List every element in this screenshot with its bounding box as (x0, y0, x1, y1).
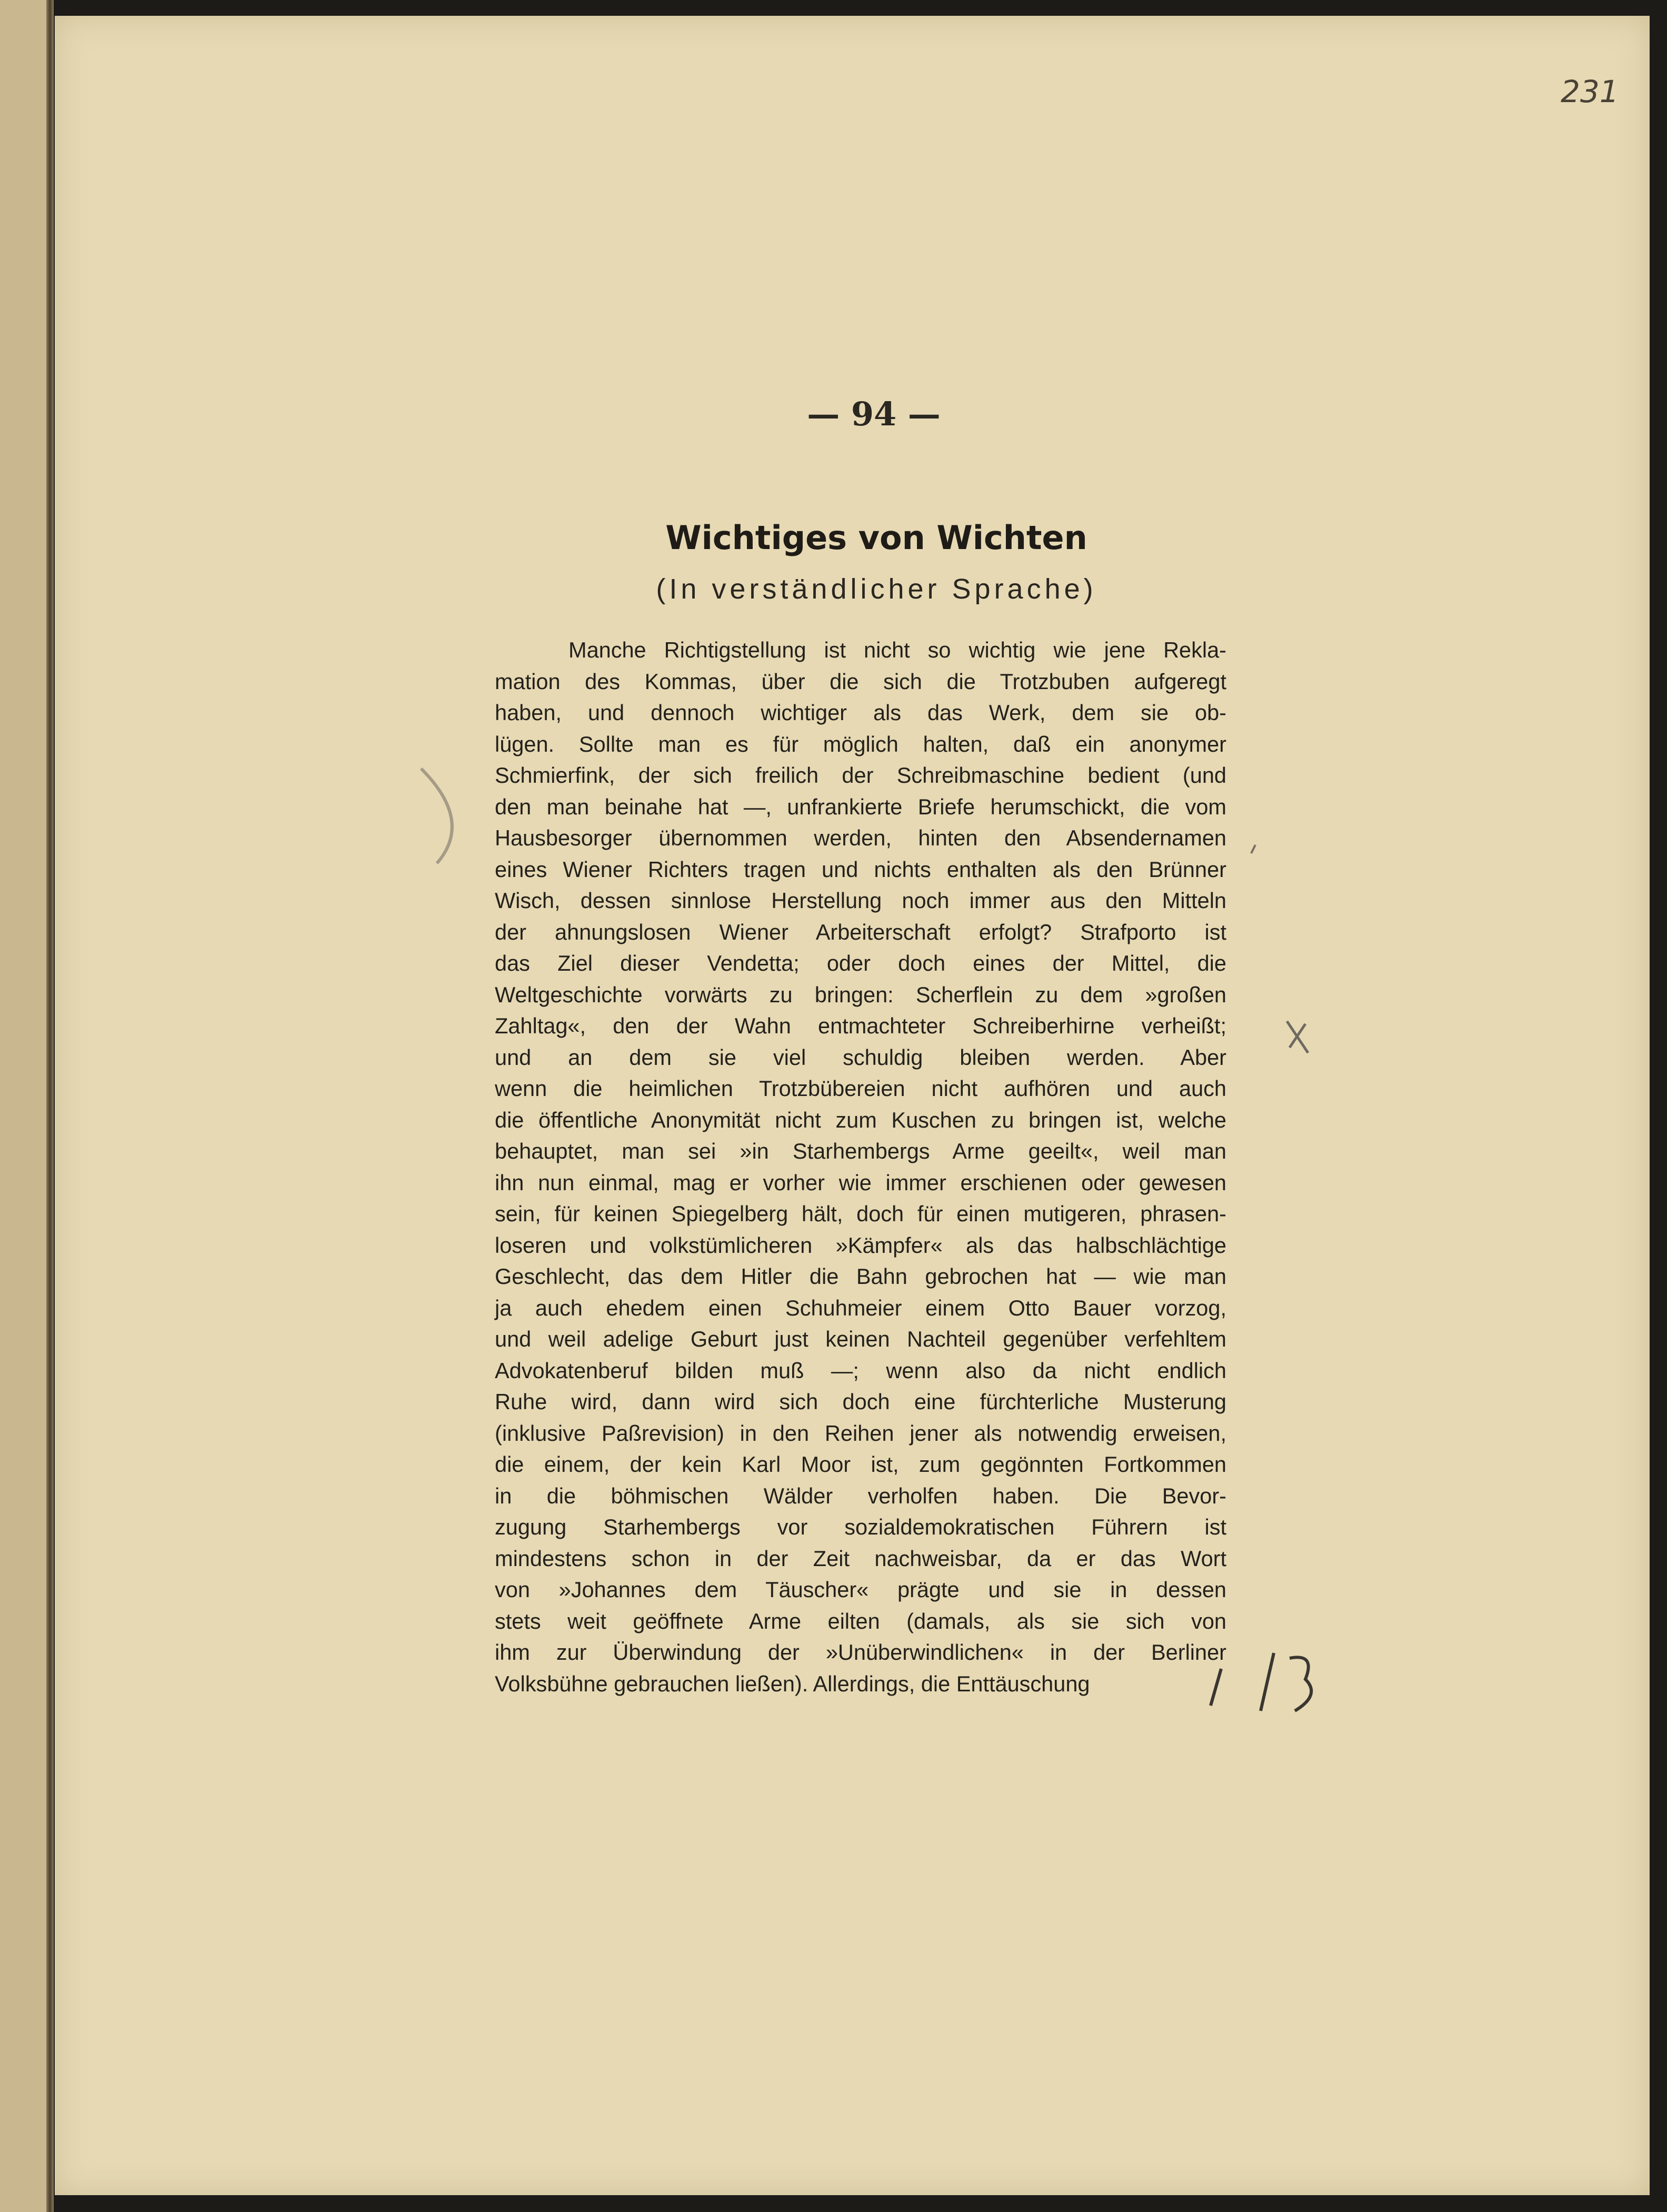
body-line: Wisch, dessen sinnlose Herstellung noch immer aus den Mitteln (495, 888, 1226, 913)
body-line: das Ziel dieser Vendetta; oder doch eines der Mittel, die (495, 951, 1226, 975)
body-line: sein, für keinen Spiegelberg hält, doch für einen mutigeren, phrasen- (495, 1201, 1226, 1226)
page-number: — 94 — (807, 395, 941, 433)
body-line: ja auch ehedem einen Schuhmeier einem Otto Bauer vorzog, (495, 1295, 1226, 1320)
body-line: Hausbesorger übernommen werden, hinten den Absendernamen (495, 825, 1226, 850)
body-line: Schmierfink, der sich freilich der Schreibmaschine bedient (und (495, 763, 1226, 788)
body-line: die öffentliche Anonymität nicht zum Kuschen zu bringen ist, welche (495, 1107, 1226, 1132)
body-line: und weil adelige Geburt just keinen Nachteil gegenüber verfehltem (495, 1327, 1226, 1351)
body-line: lügen. Sollte man es für möglich halten, daß ein anonymer (495, 731, 1226, 756)
archive-page-number: 231 (1561, 74, 1619, 109)
body-line: mation des Kommas, über die sich die Trotzbuben aufgeregt (495, 669, 1226, 694)
facing-page-edge (0, 0, 53, 2212)
body-line: mindestens schon in der Zeit nachweisbar, da er das Wort (495, 1546, 1226, 1571)
body-line: Ruhe wird, dann wird sich doch eine fürchterliche Musterung (495, 1389, 1226, 1414)
body-line: von »Johannes dem Täuscher« prägte und sie in dessen (495, 1577, 1226, 1602)
body-line: Volksbühne gebrauchen ließen). Allerdings, die Enttäuschung (495, 1671, 1090, 1696)
body-line: wenn die heimlichen Trotzbübereien nicht aufhören und auch (495, 1076, 1226, 1101)
body-line: Geschlecht, das dem Hitler die Bahn gebrochen hat — wie man (495, 1264, 1226, 1289)
body-line: zugung Starhembergs vor sozialdemokratischen Führern ist (495, 1514, 1226, 1539)
body-line: ihm zur Überwindung der »Unüberwindlichen« in der Berliner (495, 1640, 1226, 1665)
body-line: die einem, der kein Karl Moor ist, zum gegönnten Fortkommen (495, 1452, 1226, 1477)
body-line: den man beinahe hat —, unfrankierte Briefe herumschickt, die vom (495, 794, 1226, 819)
body-line: Zahltag«, den der Wahn entmachteter Schreiberhirne verheißt; (495, 1013, 1226, 1038)
body-line: Manche Richtigstellung ist nicht so wichtig wie jene Rekla- (568, 637, 1226, 662)
body-line: stets weit geöffnete Arme eilten (damals, als sie sich von (495, 1608, 1226, 1633)
body-line: (inklusive Paßrevision) in den Reihen jener als notwendig erweisen, (495, 1420, 1226, 1446)
body-line: haben, und dennoch wichtiger als das Werk, dem sie ob- (495, 700, 1226, 725)
body-line: behauptet, man sei »in Starhembergs Arme geeilt«, weil man (495, 1139, 1226, 1163)
body-line: der ahnungslosen Wiener Arbeiterschaft erfolgt? Strafporto ist (495, 919, 1226, 944)
body-line: ihn nun einmal, mag er vorher wie immer erschienen oder gewesen (495, 1170, 1226, 1195)
body-line: eines Wiener Richters tragen und nichts enthalten als den Brünner (495, 856, 1226, 882)
article-subtitle: (In verständlicher Sprache) (656, 573, 1097, 605)
article-title: Wichtiges von Wichten (665, 519, 1087, 557)
body-line: in die böhmischen Wälder verholfen haben. Die Bevor- (495, 1483, 1226, 1508)
body-line: Advokatenberuf bilden muß —; wenn also da nicht endlich (495, 1358, 1226, 1383)
body-line: Weltgeschichte vorwärts zu bringen: Scherflein zu dem »großen (495, 982, 1226, 1007)
article-body (495, 634, 1226, 1699)
body-line: und an dem sie viel schuldig bleiben werden. Aber (495, 1044, 1226, 1070)
book-gutter (46, 0, 54, 2212)
body-line: loseren und volkstümlicheren »Kämpfer« als das halbschlächtige (495, 1232, 1226, 1258)
